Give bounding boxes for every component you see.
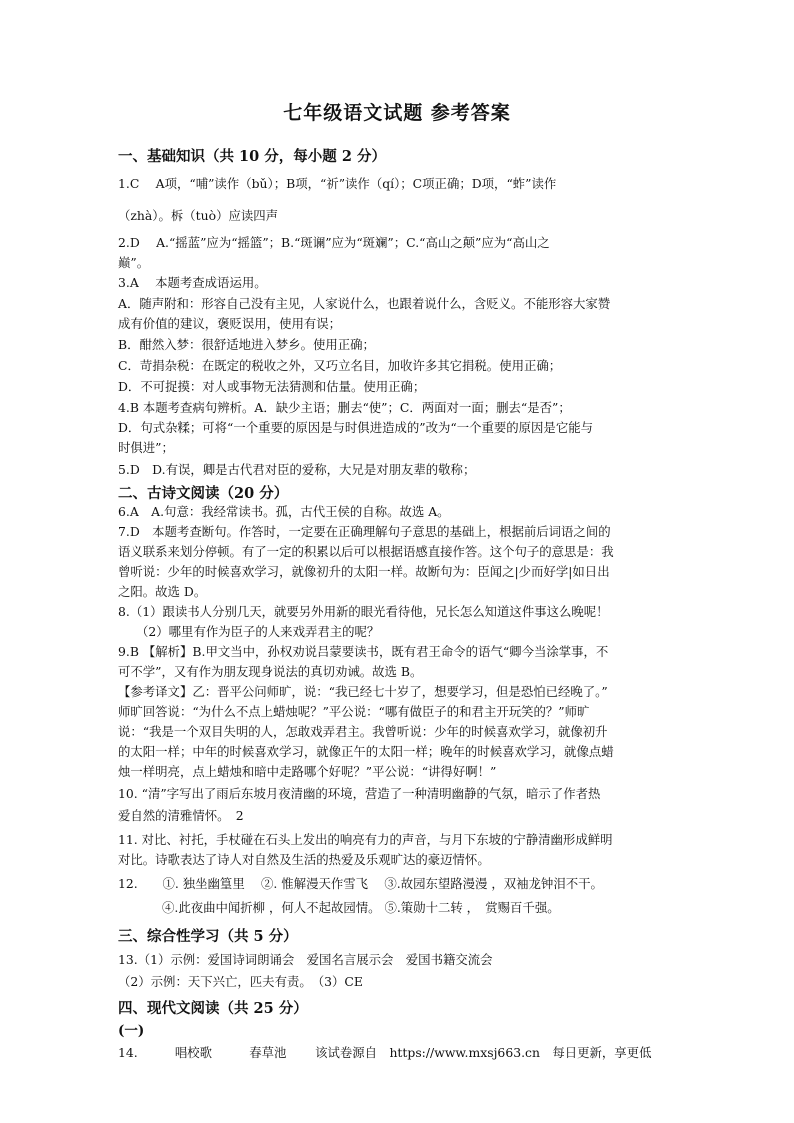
answer-line: 的太阳一样；中年的时候喜欢学习，就像正午的太阳一样；晚年的时候喜欢学习，就像点蜡	[118, 744, 614, 759]
section-heading-integrated: 三、综合性学习（共 5 分）	[118, 928, 298, 945]
answer-line: （2）示例：天下兴亡，匹夫有责。 （3）CE	[118, 974, 363, 989]
answer-line: D．不可捉摸：对人或事物无法猜测和估量。使用正确；	[118, 379, 426, 394]
answer-line: 师旷回答说：“为什么不点上蜡烛呢？”平公说：“哪有做臣子的和君主开玩笑的？”师旷	[118, 704, 590, 719]
answer-line: （zhà）。柝（tuò）应读四声	[118, 208, 279, 223]
answer-line: 烛一样明亮，点上蜡烛和暗中走路哪个好呢？”平公说：“讲得好啊！”	[118, 764, 497, 779]
answer-line: 语义联系来划分停顿。有了一定的积累以后可以根据语感直接作答。这个句子的意思是：我	[118, 544, 614, 559]
answer-line: 14. 唱校歌 春草池 该试卷源自 https://www.mxsj663.cn 每日更新，享更低	[118, 1045, 652, 1060]
answer-line: 时俱进”；	[118, 440, 174, 455]
answer-line: C．苛捐杂税：在既定的税收之外，又巧立名目，加收许多其它捐税。使用正确；	[118, 358, 562, 373]
section-heading-basics: 一、基础知识（共 10 分，每小题 2 分）	[118, 148, 386, 165]
answer-line: 3.A 本题考查成语运用。	[118, 275, 267, 290]
answer-line: 13.（1）示例：爱国诗词朗诵会 爱国名言展示会 爱国书籍交流会	[118, 952, 493, 967]
answer-line: 曾听说：少年的时候喜欢学习，就像初升的太阳一样。故断句为：臣闻之|少而好学|如日出	[118, 564, 610, 579]
answer-line: （2）哪里有作为臣子的人来戏弄君主的呢？	[136, 624, 380, 639]
answer-line: 2.D A.“摇蓝”应为“摇篮”；B.“斑谰”应为“斑斓”；C.“高山之颠”应为“高山之	[118, 235, 550, 250]
answer-line: 对比。诗歌表达了诗人对自然及生活的热爱及乐观旷达的豪迈情怀。	[118, 852, 490, 867]
answer-line: 10. “清”字写出了雨后东坡月夜清幽的环境，营造了一种清明幽静的气氛，暗示了作者热	[118, 786, 601, 801]
answer-line: 7.D 本题考查断句。作答时，一定要在正确理解句子意思的基础上，根据前后词语之间的	[118, 524, 611, 539]
answer-line: 1.C A项，“哺”读作（bǔ）；B项，“祈”读作（qí）；C项正确；D项，“蚱”读作	[118, 176, 557, 191]
answer-line: 12. ①. 独坐幽篁里 ②. 惟解漫天作雪飞 ③.故园东望路漫漫 ，双袖龙钟泪不干。	[118, 876, 603, 891]
answer-line: 之阳。故选 D。	[118, 584, 207, 599]
answer-line: 【参考译文】乙：晋平公问师旷，说：“我已经七十岁了，想要学习，但是恐怕已经晚了。”	[118, 684, 608, 699]
answer-line: 可不学”，又有作为朋友现身说法的真切劝诫。故选 B。	[118, 664, 423, 679]
answer-line: 8.（1）跟读书人分别几天，就要另外用新的眼光看待他，兄长怎么知道这件事这么晚呢！	[118, 604, 609, 619]
answer-line: 成有价值的建议，褒贬误用，使用有误；	[118, 316, 342, 331]
answer-line: 6.A A.句意：我经常读书。孤，古代王侯的自称。故选 A。	[118, 504, 450, 519]
answer-line: 11. 对比、衬托，手杖碰在石头上发出的响亮有力的声音，与月下东坡的宁静清幽形成鲜明	[118, 832, 613, 847]
answer-line: 巅”。	[118, 255, 150, 270]
answer-line: D．句式杂糅；可将“一个重要的原因是与时俱进造成的”改为“一个重要的原因是它能与	[118, 420, 593, 435]
subsection-heading: (一)	[118, 1023, 145, 1039]
answer-line: 9.B 【解析】B.甲文当中，孙权劝说吕蒙要读书，既有君王命令的语气“卿今当涂掌事，不	[118, 644, 609, 659]
page-title: 七年级语文试题 参考答案	[283, 102, 511, 124]
answer-line: 5.D D.有误，卿是古代君对臣的爱称，大兄是对朋友辈的敬称；	[118, 462, 476, 477]
answer-line: 说：“我是一个双目失明的人，怎敢戏弄君主。我曾听说：少年的时候喜欢学习，就像初升	[118, 724, 608, 739]
answer-line: ④.此夜曲中闻折柳 ，何人不起故园情。 ⑤.策勋十二转 ， 赏赐百千强。	[162, 900, 560, 915]
answer-line: B．酣然入梦：很舒适地进入梦乡。使用正确；	[118, 337, 375, 352]
answer-line: A．随声附和：形容自己没有主见，人家说什么，也跟着说什么，含贬义。不能形容大家赞	[118, 296, 611, 311]
answer-line: 爱自然的清雅情怀。 2	[118, 808, 244, 823]
answer-line: 4.B 本题考查病句辨析。A．缺少主语；删去“使”；C．两面对一面；删去“是否”；	[118, 400, 571, 415]
section-heading-modern-reading: 四、现代文阅读（共 25 分）	[118, 1000, 308, 1017]
section-heading-classics: 二、古诗文阅读（20 分）	[118, 485, 289, 502]
